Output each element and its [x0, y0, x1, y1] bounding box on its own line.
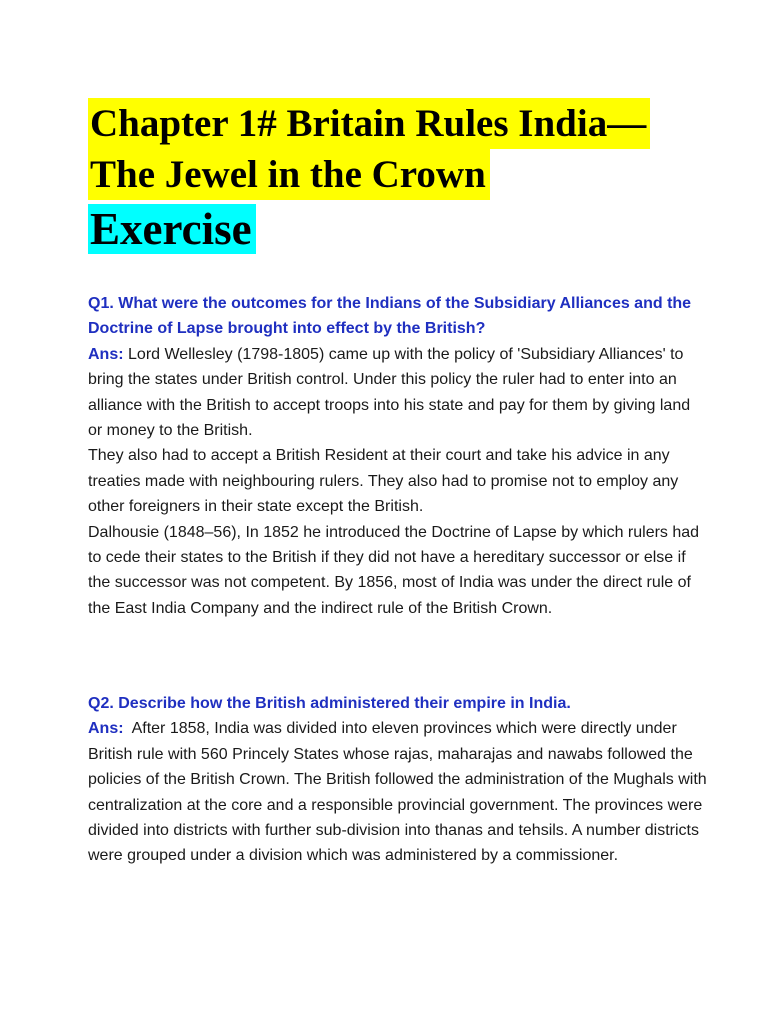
answer-2-paragraph-1 [88, 716, 708, 868]
question-block-1 [88, 291, 708, 621]
answer-1-paragraph-3: Dalhousie (1848–56), In 1852 he introduced the Doctrine of Lapse by which rulers had to cede their states to the British if they did not have a hereditary successor or else if the successor was not competent. By 1856, most of India was under the direct rule of the East India Company and the indirect rule of the British Crown. [88, 523, 700, 617]
question-1: Q1. What were the outcomes for the Indians of the Subsidiary Alliances and the Doctrine of Lapse brought into effect by the British? [88, 295, 692, 338]
chapter-title-line-2: The Jewel in the Crown [88, 149, 490, 200]
answer-1-text-1: Lord Wellesley (1798-1805) came up with the policy of 'Subsidiary Alliances' to bring the states under British control. Under this policy the ruler had to enter into an alliance with the British to accept troops into his state and pay for them by giving land or money to the British. [88, 345, 691, 440]
chapter-title-line-1: Chapter 1# Britain Rules India— [88, 98, 650, 149]
answer-label: Ans: [88, 720, 124, 738]
answer-1-paragraph-1 [88, 342, 708, 444]
exercise-heading-text: Exercise [88, 204, 256, 254]
exercise-heading [88, 200, 256, 258]
question-2: Q2. Describe how the British administered their empire in India. [88, 695, 571, 712]
question-block-2 [88, 691, 708, 869]
answer-2-text-1: After 1858, India was divided into eleven provinces which were directly under British rule with 560 Princely States whose rajas, maharajas and nawabs followed the policies of the British Crown. The British followed the administration of the Mughals with centralization at the core and a responsible provincial government. The provinces were divided into districts with further sub-division into thanas and tehsils. A number districts were grouped under a division which was administered by a commissioner. [88, 720, 707, 865]
answer-label: Ans: [88, 345, 124, 363]
chapter-title [88, 98, 708, 200]
answer-1-paragraph-2: They also had to accept a British Resident at their court and take his advice in any treaties made with neighbouring rulers. They also had to promise not to employ any other foreigners in their state except the British. [88, 447, 679, 516]
